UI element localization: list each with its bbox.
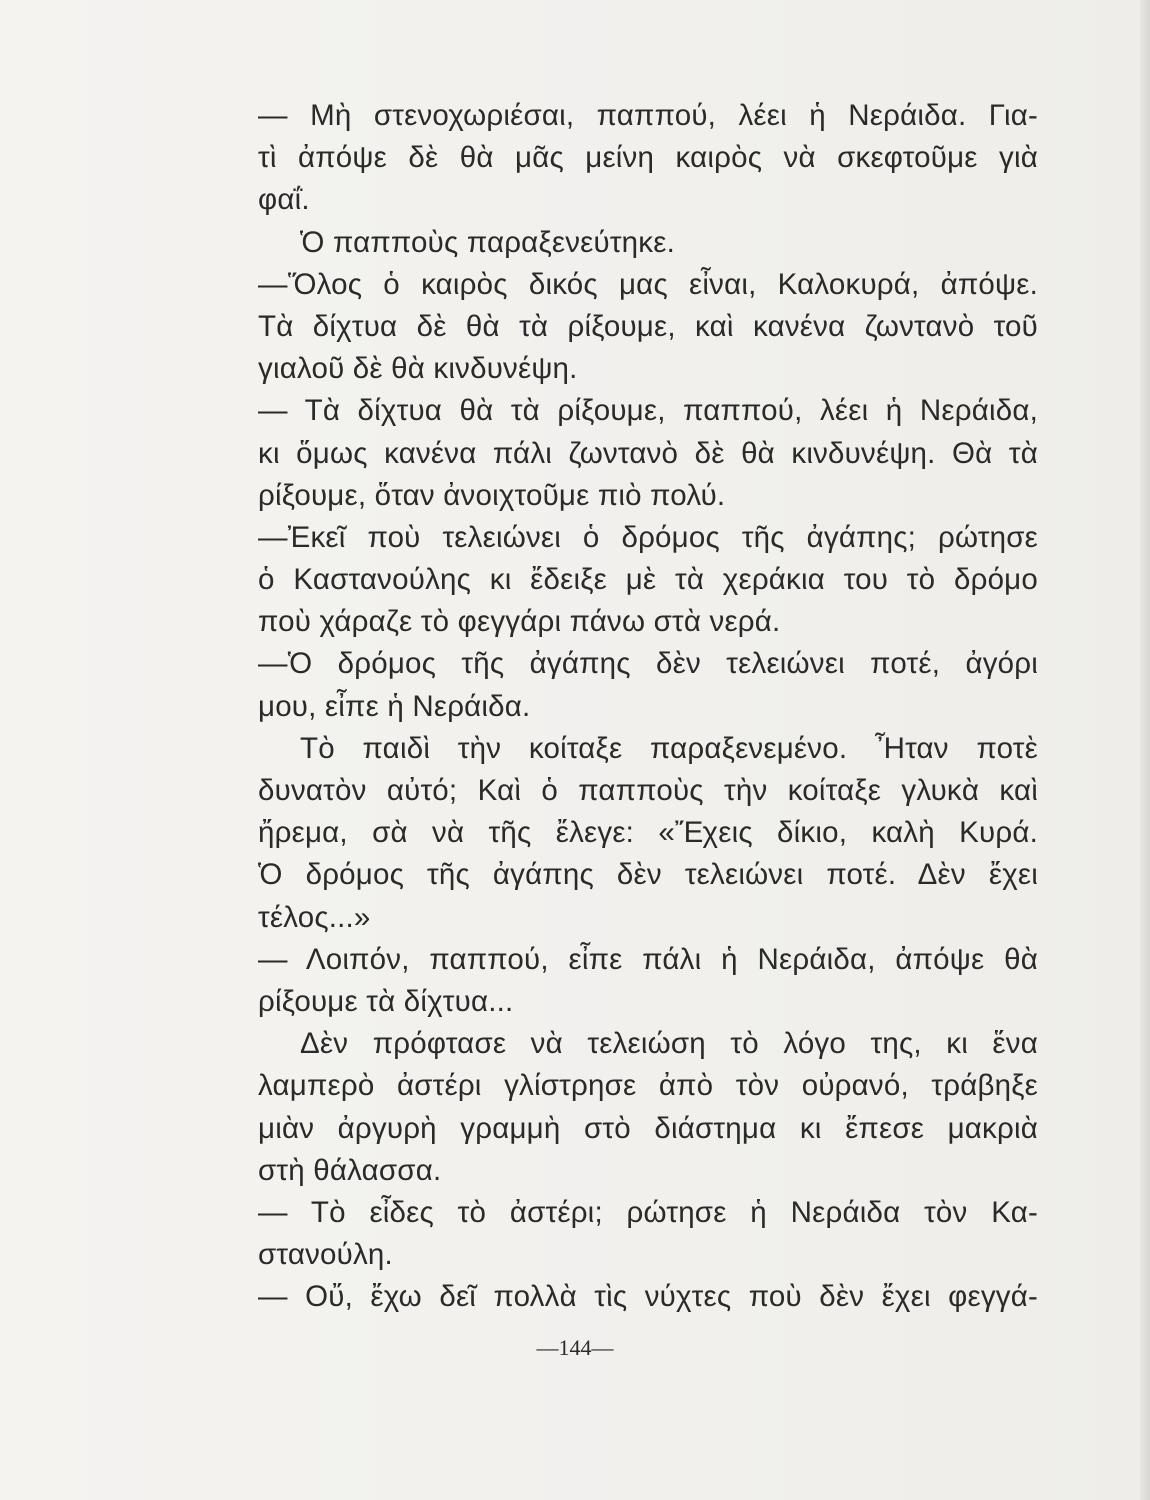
- text-line-11: —Ἐκεῖ ποὺ τελειώνει ὁ δρόμος τῆς ἀγάπης; ρώτησε: [258, 520, 1038, 554]
- text-line-4: Ὁ παπποὺς παραξενεύτηκε.: [300, 225, 675, 259]
- text-line-29: — Οὔ, ἔχω δεῖ πολλὰ τὶς νύχτες ποὺ δὲν ἔχει φεγγά-: [258, 1280, 1038, 1314]
- text-line-18: ἤρεμα, σὰ νὰ τῆς ἔλεγε: «Ἔχεις δίκιο, καλὴ Κυρά.: [258, 816, 1038, 850]
- text-line-3: φαΐ.: [258, 183, 310, 217]
- text-line-7: γιαλοῦ δὲ θὰ κινδυνέψη.: [258, 352, 578, 386]
- text-line-2: τὶ ἀπόψε δὲ θὰ μᾶς μείνη καιρὸς νὰ σκεφτοῦμε γιὰ: [258, 141, 1038, 175]
- text-line-9: κι ὅμως κανένα πάλι ζωντανὸ δὲ θὰ κινδυνέψη. Θὰ τὰ: [258, 436, 1038, 470]
- text-line-16: Τὸ παιδὶ τὴν κοίταξε παραξενεμένο. Ἦταν ποτὲ: [300, 731, 1038, 765]
- text-line-19: Ὁ δρόμος τῆς ἀγάπης δὲν τελειώνει ποτέ. Δὲν ἔχει: [258, 858, 1038, 892]
- text-line-26: στὴ θάλασσα.: [258, 1153, 442, 1187]
- text-line-28: στανούλη.: [258, 1238, 393, 1272]
- text-line-22: ρίξουμε τὰ δίχτυα...: [258, 984, 514, 1018]
- text-line-10: ρίξουμε, ὅταν ἀνοιχτοῦμε πιὸ πολύ.: [258, 478, 726, 512]
- body-text: [258, 95, 1038, 1318]
- text-line-25: μιὰν ἀργυρὴ γραμμὴ στὸ διάστημα κι ἔπεσε μακριὰ: [258, 1111, 1038, 1145]
- text-line-13: ποὺ χάραζε τὸ φεγγάρι πάνω στὰ νερά.: [258, 605, 781, 639]
- page-number: —144—: [536, 1335, 614, 1360]
- text-line-6: Τὰ δίχτυα δὲ θὰ τὰ ρίξουμε, καὶ κανένα ζωντανὸ τοῦ: [258, 309, 1038, 343]
- page-edge-shadow: [1140, 0, 1150, 1500]
- text-line-14: —Ὁ δρόμος τῆς ἀγάπης δὲν τελειώνει ποτέ, ἀγόρι: [258, 647, 1038, 681]
- text-line-1: — Μὴ στενοχωριέσαι, παππού, λέει ἡ Νεράιδα. Για-: [258, 99, 1038, 132]
- text-line-20: τέλος...»: [258, 900, 371, 934]
- text-line-12: ὁ Καστανούλης κι ἔδειξε μὲ τὰ χεράκια του τὸ δρόμο: [258, 563, 1038, 597]
- text-line-24: λαμπερὸ ἀστέρι γλίστρησε ἀπὸ τὸν οὐρανό, τράβηξε: [258, 1069, 1038, 1103]
- text-line-8: — Τὰ δίχτυα θὰ τὰ ρίξουμε, παππού, λέει ἡ Νεράιδα,: [258, 394, 1038, 428]
- text-line-27: — Τὸ εἶδες τὸ ἀστέρι; ρώτησε ἡ Νεράιδα τὸν Κα-: [258, 1195, 1038, 1229]
- text-line-17: δυνατὸν αὐτό; Καὶ ὁ παπποὺς τὴν κοίταξε γλυκὰ καὶ: [258, 774, 1038, 807]
- text-line-5: —Ὅλος ὁ καιρὸς δικός μας εἶναι, Καλοκυρά, ἀπόψε.: [258, 267, 1038, 301]
- text-line-21: — Λοιπόν, παππού, εἶπε πάλι ἡ Νεράιδα, ἀπόψε θὰ: [258, 942, 1038, 976]
- text-line-23: Δὲν πρόφτασε νὰ τελειώση τὸ λόγο της, κι ἕνα: [300, 1027, 1038, 1061]
- text-line-15: μου, εἶπε ἡ Νεράιδα.: [258, 689, 531, 723]
